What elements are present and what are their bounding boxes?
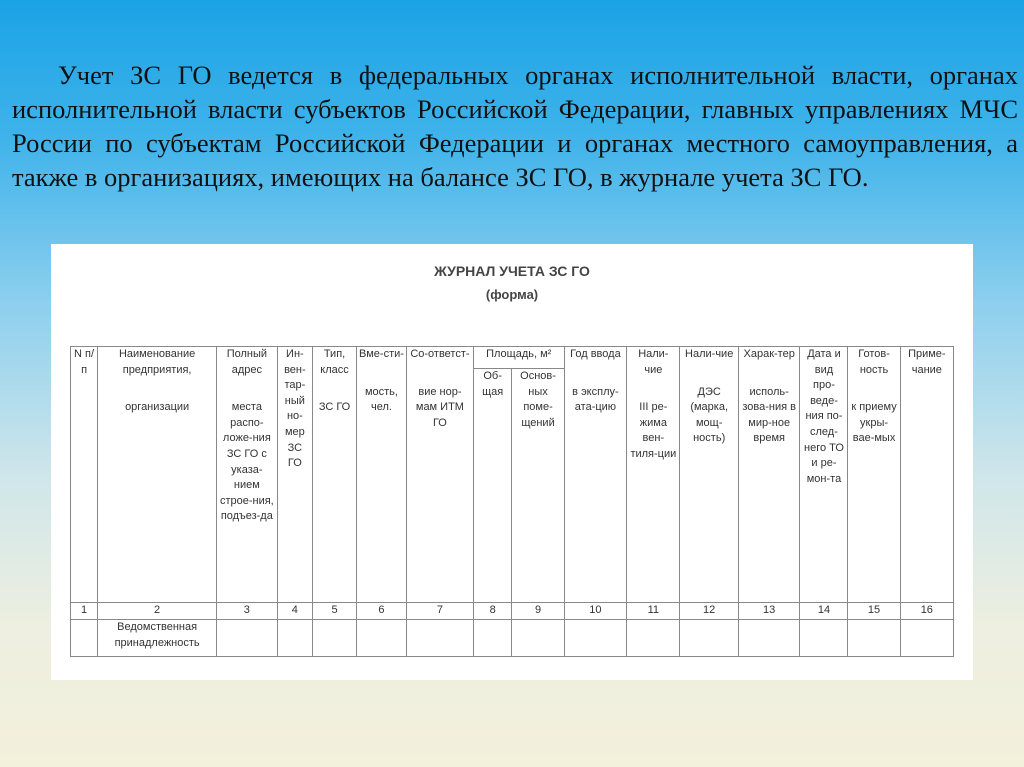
table-cell xyxy=(473,620,512,657)
form-subtitle: (форма) xyxy=(485,287,539,302)
header-cell-12: Нали-чие ДЭС (марка, мощ-ность) xyxy=(680,347,738,603)
table-cell xyxy=(564,620,627,657)
column-number: 4 xyxy=(277,603,312,620)
header-cell-5: Тип, класс ЗС ГО xyxy=(313,347,357,603)
table-cell xyxy=(71,620,98,657)
header-cell-2: Наименование предприятия, организации xyxy=(98,347,217,603)
column-number: 7 xyxy=(407,603,474,620)
column-number: 8 xyxy=(473,603,512,620)
table-cell xyxy=(848,620,900,657)
column-number: 10 xyxy=(564,603,627,620)
column-number: 11 xyxy=(627,603,680,620)
table-cell xyxy=(512,620,564,657)
column-number: 1 xyxy=(71,603,98,620)
form-title: ЖУРНАЛ УЧЕТА ЗС ГО xyxy=(434,263,590,279)
table-cell xyxy=(800,620,848,657)
header-cell-6: Вме-сти- мость, чел. xyxy=(356,347,406,603)
header-cell-10: Год ввода в эксплу-ата-цию xyxy=(564,347,627,603)
table-cell xyxy=(313,620,357,657)
column-number: 2 xyxy=(98,603,217,620)
column-number: 16 xyxy=(900,603,953,620)
header-cell-13: Харак-тер исполь-зова-ния в мир-ное время xyxy=(738,347,800,603)
table-cell xyxy=(277,620,312,657)
table-cell xyxy=(627,620,680,657)
column-number: 12 xyxy=(680,603,738,620)
header-cell-1: N п/п xyxy=(71,347,98,603)
header-cell-3: Полный адрес места распо-ложе-ния ЗС ГО с указа-нием строе-ния, подъез-да xyxy=(217,347,278,603)
table-cell xyxy=(738,620,800,657)
header-cell-7: Со-ответст- вие нор-мам ИТМ ГО xyxy=(407,347,474,603)
column-number: 5 xyxy=(313,603,357,620)
header-cell-15: Готов-ность к приему укры-вае-мых xyxy=(848,347,900,603)
journal-form-image xyxy=(51,244,973,680)
column-number: 14 xyxy=(800,603,848,620)
header-cell-area: Площадь, м² xyxy=(473,347,564,369)
table-cell xyxy=(407,620,474,657)
table-cell xyxy=(900,620,953,657)
column-numbers-row xyxy=(71,603,954,620)
header-cell-4: Ин-вен- тар-ный но-мер ЗС ГО xyxy=(277,347,312,603)
header-cell-8: Об-щая xyxy=(473,369,512,603)
header-cell-16: Приме-чание xyxy=(900,347,953,603)
row-label-departmental: Ведомственная принадлежность xyxy=(98,620,217,657)
column-number: 6 xyxy=(356,603,406,620)
intro-paragraph: Учет ЗС ГО ведется в федеральных органах исполнительной власти, органах исполнительной власти субъектов Российской Федерации, главных управлениях МЧС России по субъектам Российской Федерации и органах местного самоуправления, а также в организациях, имеющих на балансе ЗС ГО, в журнале учета ЗС ГО. xyxy=(12,60,1018,192)
column-number: 15 xyxy=(848,603,900,620)
header-cell-11: Нали-чие III ре-жима вен-тиля-ции xyxy=(627,347,680,603)
column-number: 9 xyxy=(512,603,564,620)
column-number: 3 xyxy=(217,603,278,620)
column-number: 13 xyxy=(738,603,800,620)
table-cell xyxy=(680,620,738,657)
header-cell-9: Основ-ных поме-щений xyxy=(512,369,564,603)
journal-table xyxy=(70,346,954,657)
table-cell xyxy=(356,620,406,657)
table-cell xyxy=(217,620,278,657)
table-row xyxy=(71,620,954,657)
header-cell-14: Дата и вид про-веде-ния по-след-него ТО и ре-мон-та xyxy=(800,347,848,603)
